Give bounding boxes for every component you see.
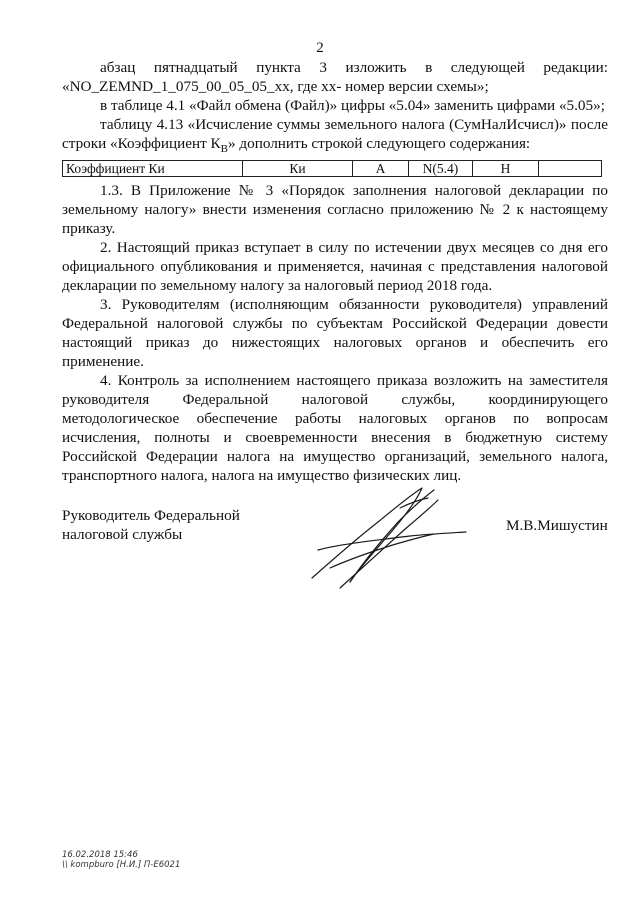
paragraph-4: 4. Контроль за исполнением настоящего приказа возложить на заместителя руководителя Федеральной налоговой службы, координирующего методологическое обеспечение работы налоговых органов по вопросам исчисления, полноты и своевременности внесения в бюджетную систему Российской Федерации налога на имущество организаций, земельного налога, транспортного налога, налога на имущество физических лиц. — [62, 372, 608, 485]
document-footer — [62, 850, 180, 870]
footer-file-ref: \\ kompburo [Н.И.] П-Е6021 — [62, 860, 181, 870]
page-number: 2 — [316, 40, 324, 56]
footer-timestamp: 16.02.2018 15:46 — [62, 850, 138, 860]
handwritten-signature — [300, 478, 470, 598]
coefficient-subscript: В — [220, 143, 228, 156]
inserted-row-table — [62, 160, 602, 177]
paragraph-table-4-1: в таблице 4.1 «Файл обмена (Файл)» цифры «5.04» заменить цифрами «5.05»; — [100, 97, 605, 114]
table-row — [63, 161, 602, 177]
signatory-title — [62, 506, 240, 544]
table-cell-code: Ки — [243, 161, 353, 177]
coefficient-row-ref-prefix: строки «Коэффициент К — [62, 135, 221, 152]
signatory-name: М.В.Мишустин — [506, 517, 608, 534]
table-cell-name: Коэффициент Ки — [63, 161, 243, 177]
document-body — [62, 58, 608, 485]
paragraph-1-3: 1.3. В Приложение № 3 «Порядок заполнения налоговой декларации по земельному налогу» внести изменения согласно приложению № 2 к настоящему приказу. — [62, 182, 608, 238]
table-cell-format: N(5.4) — [409, 161, 473, 177]
paragraph-3: 3. Руководителям (исполняющим обязанности руководителя) управлений Федеральной налоговой службы по субъектам Российской Федерации довести настоящий приказ до нижестоящих налоговых органов и обеспечить его применение. — [62, 296, 608, 371]
table-cell-type: А — [353, 161, 409, 177]
coefficient-row-ref-suffix: » дополнить строкой следующего содержания: — [227, 135, 531, 152]
table-cell-required: Н — [473, 161, 539, 177]
paragraph-table-4-13-line-2 — [62, 134, 608, 159]
paragraph-2: 2. Настоящий приказ вступает в силу по истечении двух месяцев со дня его официального опубликования и применяется, начиная с представления налоговой декларации по земельному налогу за налоговый период 2018 года. — [62, 239, 608, 295]
paragraph-table-4-13-line-1: таблицу 4.13 «Исчисление суммы земельного налога (СумНалИсчисл)» после — [100, 116, 608, 133]
table-cell-extra — [539, 161, 602, 177]
paragraph-abzac-line-1: абзац пятнадцатый пункта 3 изложить в следующей редакции: — [100, 59, 608, 76]
signatory-title-line-1: Руководитель Федеральной — [62, 507, 240, 524]
signatory-title-line-2: налоговой службы — [62, 526, 183, 543]
paragraph-abzac-line-2: «NO_ZEMND_1_075_00_05_05_xx, где xx- номер версии схемы»; — [62, 78, 489, 95]
